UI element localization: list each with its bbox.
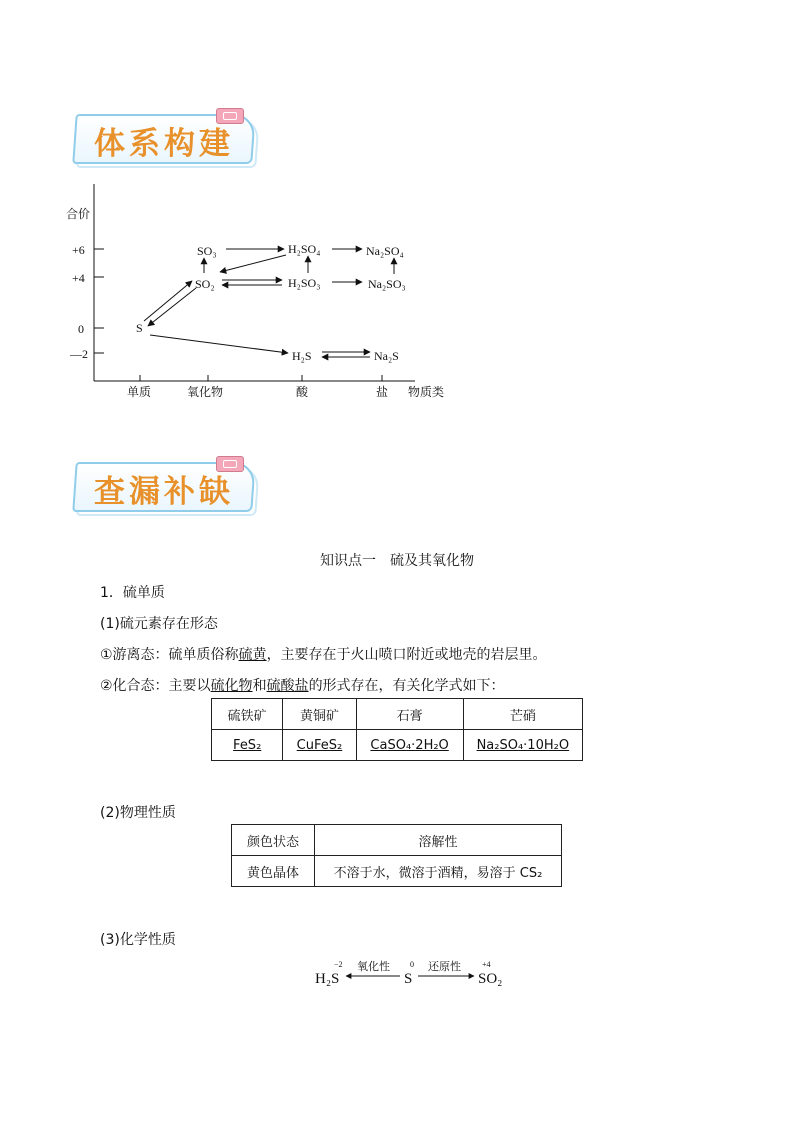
subheading-chemical: (3)化学性质 <box>100 932 176 948</box>
node-h2s: H₂S <box>292 349 312 363</box>
combined-state-line <box>100 675 505 695</box>
node-h2so3: H₂SO₃ <box>288 276 321 290</box>
node-so2: SO₂ <box>195 277 215 291</box>
y-tick-minus2: —2 <box>70 347 88 361</box>
sulfur-valence-diagram <box>60 180 450 405</box>
node-na2so3: Na₂SO₃ <box>368 277 406 291</box>
equation-label-oxidizing: 氧化性 <box>357 960 390 973</box>
knowledge-point-heading: 知识点一 硫及其氧化物 <box>320 553 474 569</box>
node-s: S <box>136 321 143 335</box>
table-cell: CuFeS₂ <box>283 730 356 761</box>
table-header-cell: 石膏 <box>356 699 463 730</box>
combined-word-sulfate: 硫酸盐 <box>266 678 309 694</box>
equation-mid: S <box>404 971 413 987</box>
subheading-forms: (1)硫元素存在形态 <box>100 616 218 632</box>
minerals-table <box>211 698 583 761</box>
x-tick-element: 单质 <box>127 385 152 399</box>
table-cell: Na₂SO₄·10H₂O <box>463 730 582 761</box>
section-title: 查漏补缺 <box>94 474 234 510</box>
redox-equation <box>300 958 520 992</box>
table-cell: CaSO₄·2H₂O <box>356 730 463 761</box>
combined-mid: 和 <box>252 678 267 694</box>
node-na2s: Na₂S <box>374 349 399 363</box>
y-tick-zero: 0 <box>78 322 84 336</box>
table-header-cell: 硫铁矿 <box>212 699 283 730</box>
free-state-prefix: ①游离态：硫单质俗称 <box>100 647 239 663</box>
combined-word-sulfide: 硫化物 <box>210 678 253 694</box>
table-header-cell: 芒硝 <box>463 699 582 730</box>
x-tick-salt: 盐 <box>376 385 389 399</box>
item-1-heading: 1．硫单质 <box>100 585 165 601</box>
table-row <box>212 699 583 730</box>
node-h2so4: H₂SO₄ <box>288 242 321 256</box>
table-row <box>232 856 562 887</box>
subheading-physical: (2)物理性质 <box>100 805 176 821</box>
combined-suffix: 的形式存在，有关化学式如下： <box>308 678 505 694</box>
y-tick-plus6: +6 <box>72 243 85 257</box>
table-cell: 不溶于水，微溶于酒精，易溶于 CS₂ <box>315 856 562 887</box>
x-tick-oxide: 氧化物 <box>187 385 224 399</box>
free-state-suffix: ，主要存在于火山喷口附近或地壳的岩层里。 <box>266 647 547 663</box>
free-state-name: 硫黄 <box>238 647 267 663</box>
table-row <box>212 730 583 761</box>
equation-label-reducing: 还原性 <box>428 960 461 973</box>
physical-properties-table <box>231 824 562 887</box>
equation-left-ox: −2 <box>334 960 343 969</box>
y-axis-title: 合价 <box>66 207 91 221</box>
table-header-cell: 黄铜矿 <box>283 699 356 730</box>
table-row <box>232 825 562 856</box>
equation-left: H₂S <box>315 971 340 987</box>
x-tick-acid: 酸 <box>296 385 309 399</box>
table-cell: 黄色晶体 <box>232 856 315 887</box>
table-cell: FeS₂ <box>212 730 283 761</box>
node-na2so4: Na₂SO₄ <box>366 244 404 258</box>
section-title: 体系构建 <box>94 126 234 162</box>
section-banner-2 <box>74 456 260 512</box>
free-state-line <box>100 644 547 664</box>
equation-right: SO₂ <box>478 971 503 987</box>
equation-mid-ox: 0 <box>410 960 414 969</box>
combined-prefix: ②化合态：主要以 <box>100 678 211 694</box>
table-header-cell: 溶解性 <box>315 825 562 856</box>
section-banner-1 <box>74 108 260 164</box>
equation-right-ox: +4 <box>482 960 491 969</box>
node-so3: SO₃ <box>197 244 217 258</box>
y-tick-plus4: +4 <box>72 271 85 285</box>
x-axis-title: 物质类 <box>408 385 445 399</box>
table-header-cell: 颜色状态 <box>232 825 315 856</box>
